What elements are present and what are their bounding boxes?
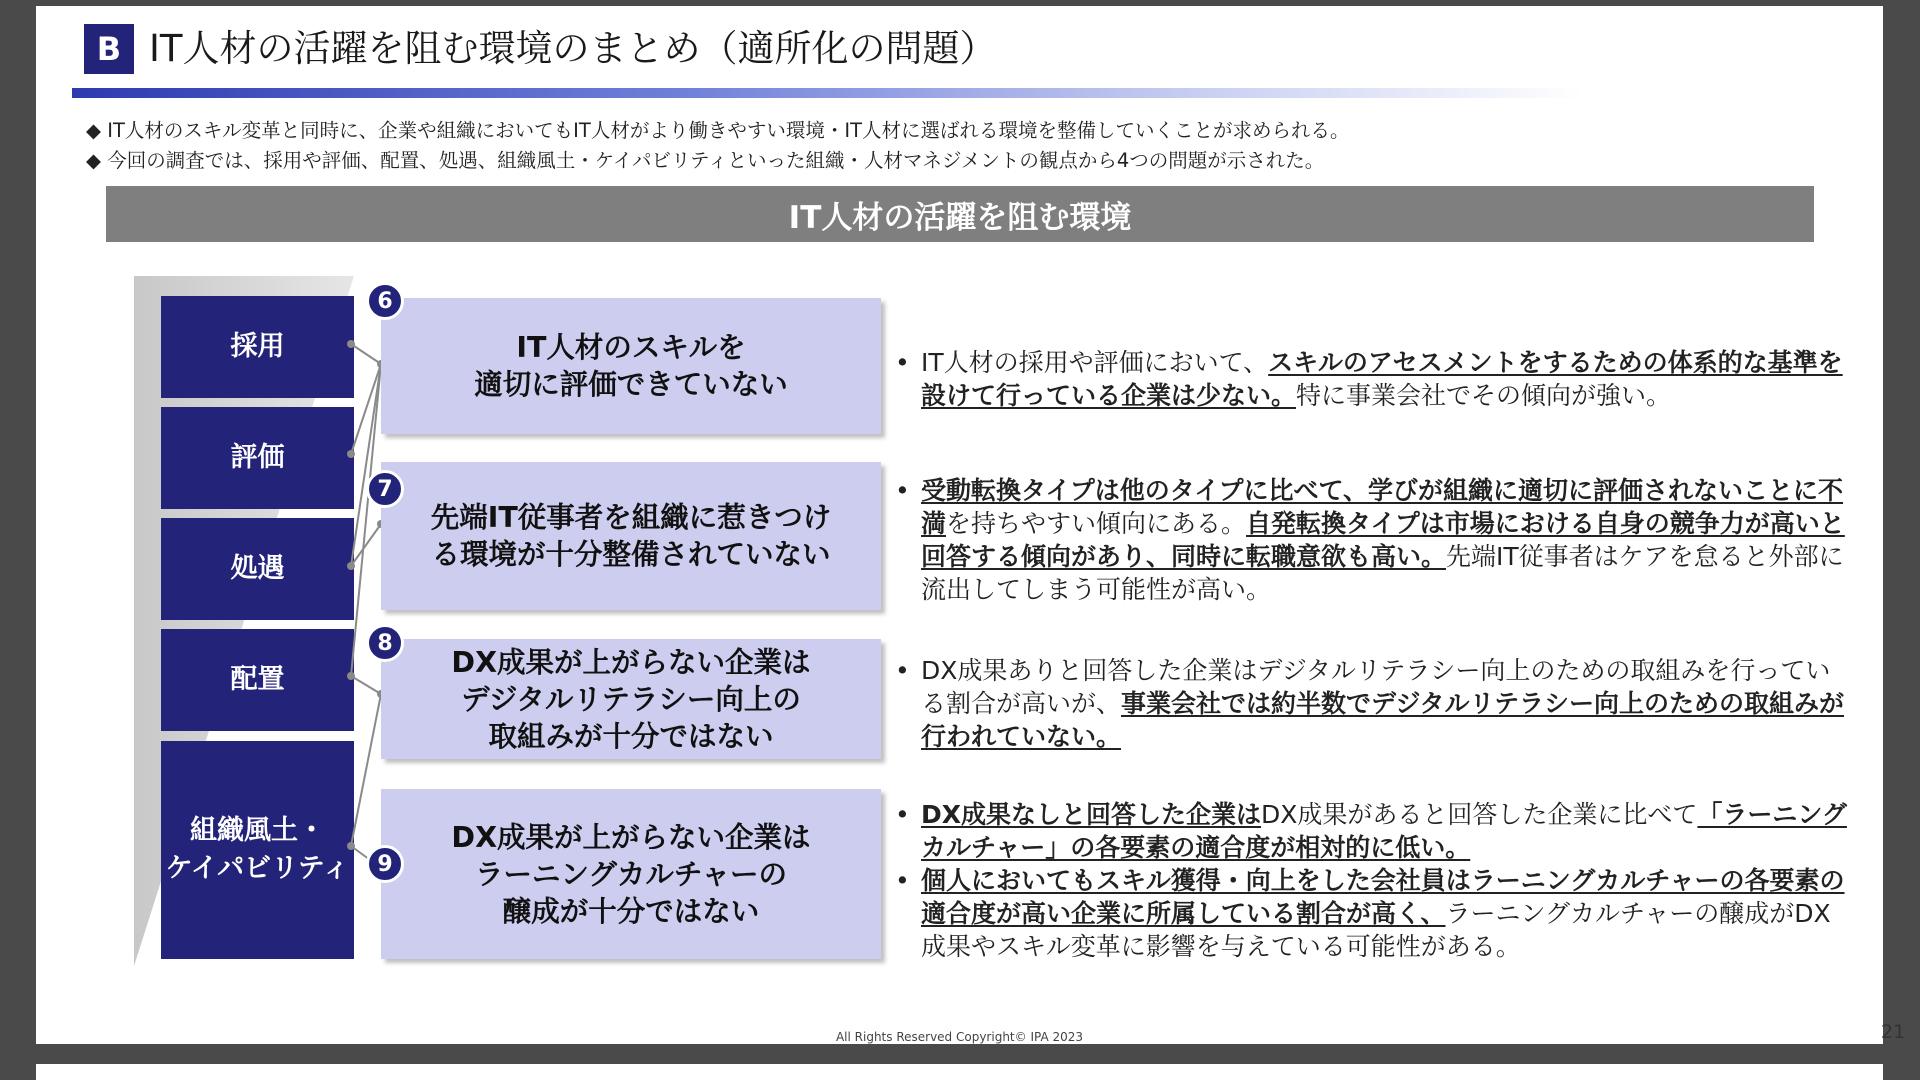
problem-box-7	[381, 462, 881, 610]
section-banner: IT人材の活躍を阻む環境	[106, 186, 1814, 242]
emphasis-text: 個人においてもスキル獲得・向上をした会社員はラーニングカルチャーの各要素の適合度が高い企業に所属している割合が高く、	[921, 866, 1845, 928]
description-7	[891, 474, 1851, 606]
emphasis-text: DX成果なしと回答した企業は	[921, 800, 1262, 829]
description-6	[891, 346, 1851, 412]
emphasis-text: スキルのアセスメントをするための体系的な基準を設けて行っている企業は少ない。	[921, 348, 1843, 410]
emphasis-text: 自発転換タイプは市場における自身の競争力が高いと回答する傾向があり、同時に転職意欲も高い。	[921, 509, 1845, 571]
problem-text: 先端IT従事者を組織に惹きつけ	[430, 501, 832, 534]
category-label: 組織風土・	[190, 815, 325, 846]
problem-text: 取組みが十分ではない	[488, 719, 774, 753]
description-8	[891, 654, 1851, 753]
problem-text: DX成果が上がらない企業は	[451, 820, 811, 854]
problem-box-9	[381, 789, 881, 959]
category-label: 処遇	[230, 553, 285, 584]
page-number: 21	[1881, 1021, 1906, 1043]
problem-text: デジタルリテラシー向上の	[461, 682, 801, 716]
category-label: ケイパビリティ	[165, 853, 350, 884]
problem-text: DX成果が上がらない企業は	[451, 645, 811, 679]
problem-text: IT人材のスキルを	[516, 331, 746, 364]
category-label: 採用	[230, 331, 285, 362]
next-slide-edge	[36, 1064, 1883, 1080]
intro-line: ◆ 今回の調査では、採用や評価、配置、処遇、組織風土・ケイパビリティといった組織・人材マネジメントの観点から4つの問題が示された。	[86, 149, 1325, 172]
category-label: 評価	[230, 442, 285, 473]
category-label: 配置	[230, 664, 285, 695]
problem-text: 適切に評価できていない	[474, 368, 788, 401]
page-title: IT人材の活躍を阻む環境のまとめ（適所化の問題）	[149, 27, 997, 70]
bullet-item: • DX成果ありと回答した企業はデジタルリテラシー向上のための取組みを行っている割合が高いが、事業会社では約半数でデジタルリテラシー向上のための取組みが行われていない。	[891, 654, 1851, 753]
slide	[36, 6, 1906, 1044]
problem-number-6: 6	[366, 282, 404, 320]
problem-box-6	[381, 298, 881, 434]
problem-box-8	[381, 639, 881, 759]
intro-line: ◆ IT人材のスキル変革と同時に、企業や組織においてもIT人材がより働きやすい環境・IT人材に選ばれる環境を整備していくことが求められる。	[86, 119, 1350, 142]
section-badge: B	[84, 24, 134, 74]
emphasis-text: 事業会社では約半数でデジタルリテラシー向上のための取組みが行われていない。	[921, 689, 1845, 751]
emphasis-text: 受動転換タイプは他のタイプに比べて、学びが組織に適切に評価されないことに不満	[921, 476, 1844, 538]
bullet-item: • 個人においてもスキル獲得・向上をした会社員はラーニングカルチャーの各要素の適合度が高い企業に所属している割合が高く、ラーニングカルチャーの醸成がDX成果やスキル変革に影響を与えている可能性がある。	[891, 864, 1851, 963]
emphasis-text: 「ラーニングカルチャー」の各要素の適合度が相対的に低い。	[921, 800, 1847, 862]
problem-text: ラーニングカルチャーの	[474, 857, 788, 891]
bullet-item: • IT人材の採用や評価において、スキルのアセスメントをするための体系的な基準を設けて行っている企業は少ない。特に事業会社でその傾向が強い。	[891, 346, 1851, 412]
copyright: All Rights Reserved Copyright© IPA 2023	[835, 1030, 1084, 1044]
problem-number-8: 8	[366, 624, 404, 662]
problem-text: る環境が十分整備されていない	[431, 538, 831, 571]
problem-number-9: 9	[366, 845, 404, 883]
description-9	[891, 798, 1851, 963]
problem-text: 醸成が十分ではない	[502, 894, 760, 928]
bullet-item: • DX成果なしと回答した企業はDX成果があると回答した企業に比べて「ラーニングカルチャー」の各要素の適合度が相対的に低い。	[891, 798, 1851, 864]
bullet-item: • 受動転換タイプは他のタイプに比べて、学びが組織に適切に評価されないことに不満を持ちやすい傾向にある。自発転換タイプは市場における自身の競争力が高いと回答する傾向があり、同時に転職意欲も高い。先端IT従事者はケアを怠ると外部に流出してしまう可能性が高い。	[891, 474, 1851, 606]
problem-number-7: 7	[366, 470, 404, 508]
